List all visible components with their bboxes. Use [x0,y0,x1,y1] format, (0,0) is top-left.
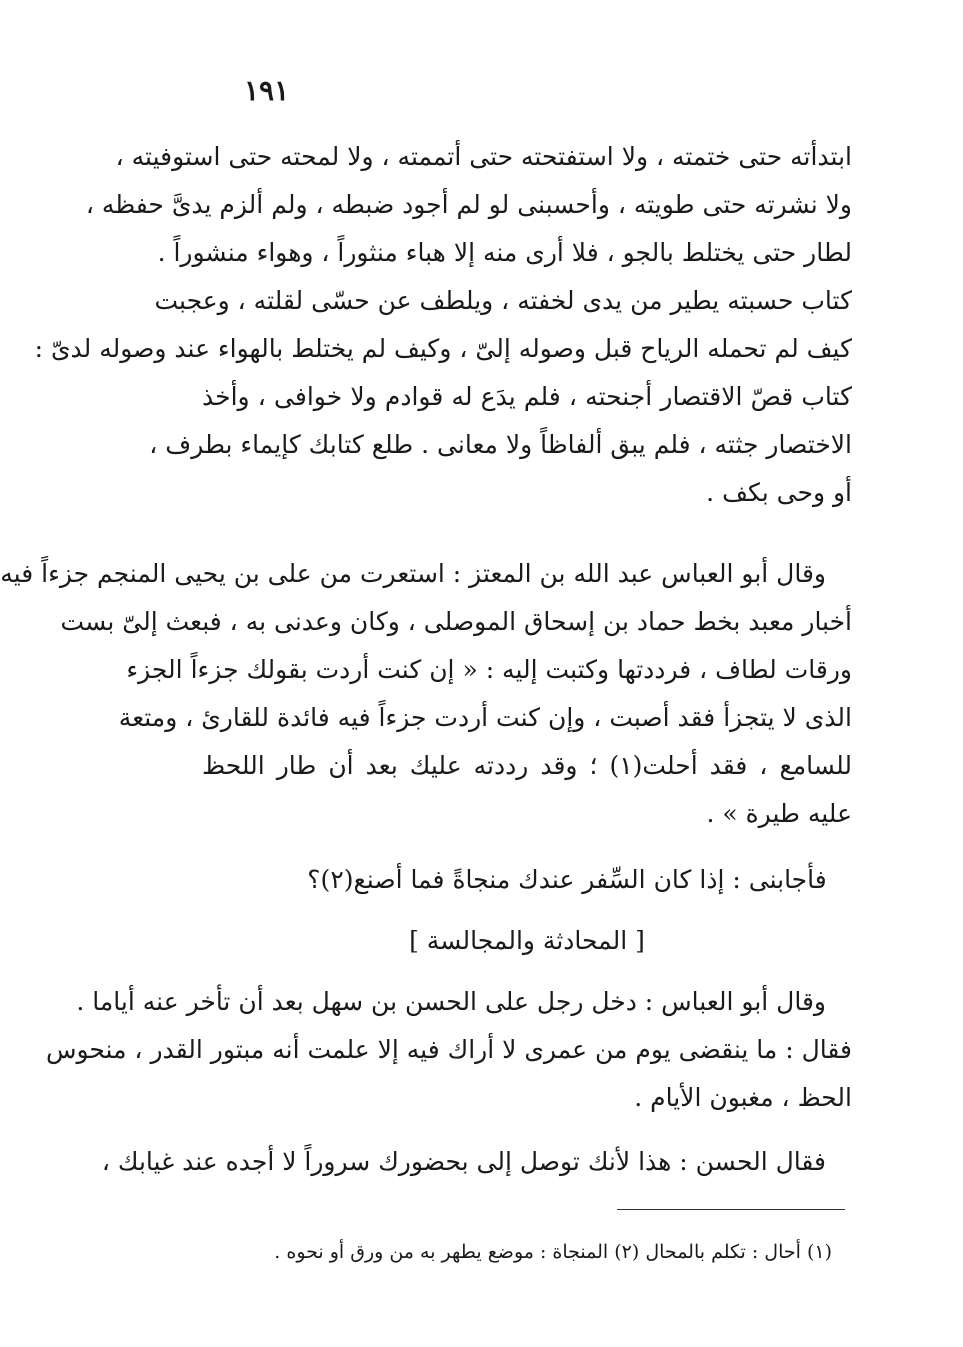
text-line: الحظ ، مغبون الأيام . [634,1083,852,1112]
footnotes: (١) أحال : تكلم بالمحال (٢) المنجاة : موضع يطهر به من ورق أو نحوه . [274,1241,832,1263]
text-line: عليه طيرة » . [706,799,852,828]
section-heading: [ المحادثة والمجالسة ] [409,926,645,955]
paragraph-3 [45,978,852,1122]
text-line: وقال أبو العباس : دخل رجل على الحسن بن سهل بعد أن تأخر عنه أياما . [76,987,826,1016]
text-line: فقال : ما ينقضى يوم من عمرى لا أراك فيه إلا علمت أنه مبتور القدر ، منحوس [45,1035,852,1064]
page-number: ١٩١ [244,74,290,107]
text-line: الاختصار جثته ، فلم يبق ألفاظاً ولا معانى . طلع كتابك كإيماء بطرف ، [149,430,852,459]
footnote-divider [617,1209,845,1210]
text-line: للسامع ، فقد أحلت(١) ؛ وقد رددته عليك بعد أن طار اللحظ [202,751,852,780]
text-line: أخبار معبد بخط حماد بن إسحاق الموصلى ، وكان وعدنى به ، فبعث إلىّ بست [60,607,852,636]
text-line: أو وحى بكف . [706,478,852,507]
text-line: ورقات لطاف ، فرددتها وكتبت إليه : « إن كنت أردت بقولك جزءاً الجزء [126,655,852,684]
text-line: ابتدأته حتى ختمته ، ولا استفتحته حتى أتممته ، ولا لمحته حتى استوفيته ، [115,142,852,171]
text-line: كتاب حسبته يطير من يدى لخفته ، ويلطف عن حسّى لقلته ، وعجبت [154,286,852,315]
paragraph-2 [0,550,852,838]
text-line: الذى لا يتجزأ فقد أصبت ، وإن كنت أردت جزءاً فيه فائدة للقارئ ، ومتعة [118,703,852,732]
text-line: وقال أبو العباس عبد الله بن المعتز : استعرت من على بن يحيى المنجم جزءاً فيه [0,559,826,588]
text-line: كيف لم تحمله الرياح قبل وصوله إلىّ ، وكيف لم يختلط بالهواء عند وصوله لدىّ : [34,334,852,363]
text-line: كتاب قصّ الاقتصار أجنحته ، فلم يدَع له قوادم ولا خوافى ، وأخذ [202,382,852,411]
text-line: لطار حتى يختلط بالجو ، فلا أرى منه إلا هباء منثوراً ، وهواء منشوراً . [157,238,852,267]
verse-line: فأجابنى : إذا كان السِّفر عندك منجاةً فما أصنع(٢)؟ [307,865,827,894]
text-line: ولا نشرته حتى طويته ، وأحسبنى لو لم أجود ضبطه ، ولم ألزم يدىَّ حفظه ، [85,190,852,219]
paragraph-1 [34,133,852,517]
text-line: فقال الحسن : هذا لأنك توصل إلى بحضورك سروراً لا أجده عند غيابك ، [101,1147,826,1176]
paragraph-4 [101,1138,852,1186]
